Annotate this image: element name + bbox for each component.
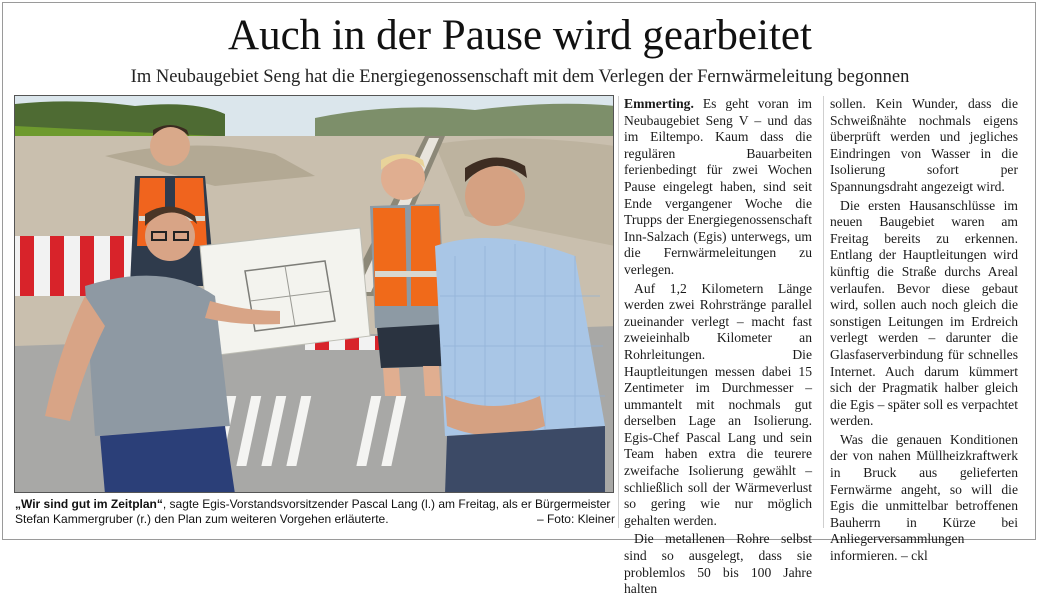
construction-plan: [200, 228, 370, 356]
article-photo: [14, 95, 614, 493]
dateline: Emmerting.: [624, 96, 694, 111]
paragraph-text: Es geht voran im Neubaugebiet Seng V – und das im Eiltempo. Kaum dass die regulären Bauarbeiten ferienbedingt für zwei Wochen Pause eingelegt haben, sind seit Ende vergangener Woche die Trupps der Energiegenossenschaft Inn-Salzach (Egis) unterwegs, um die Fernwärmeleitungen zu verlegen.: [624, 96, 812, 277]
column-divider: [618, 96, 619, 528]
photo-caption: [15, 497, 615, 527]
paragraph: [624, 96, 812, 279]
article-column-2: [830, 96, 1018, 565]
paragraph: Die metallenen Rohre selbst sind so ausgelegt, dass sie problemlos 50 bis 100 Jahre halten: [624, 531, 812, 597]
paragraph: Auf 1,2 Kilometern Länge werden zwei Rohrstränge parallel zueinander verlegt – macht fast zweieinhalb Kilometer an Rohrleitungen. Die Hauptleitungen messen dabei 15 Zentimeter im Durchmesser – ummantelt mit nochmals gut derselben Lage an Isolierung. Egis-Chef Pascal Lang und sein Team haben extra die teurere zweifache Isolierung gewählt – schließlich soll der Wärmeverlust so gering wie nur möglich gehalten werden.: [624, 280, 812, 528]
photo-illustration: [15, 96, 614, 493]
paragraph: Die ersten Hausanschlüsse im neuen Baugebiet waren am Freitag bereits zu erkennen. Entlang der Hauptleitungen wird künftig die Straße durchs Areal verlaufen. Bevor diese gebaut wird, sollen auch noch gleich die sonstigen Leitungen im Erdreich verlegt werden – darunter die Glasfaserverbindung für schnelles Internet. Auch darum kümmert sich der Pragmatik halber gleich die Egis – später soll es verpachtet werden.: [830, 197, 1018, 429]
headline: Auch in der Pause wird gearbeitet: [228, 12, 812, 59]
paragraph: sollen. Kein Wunder, dass die Schweißnähte nochmals eigens überprüft werden und jegliches Eindringen von Wasser in die Isolierung sofort per Spannungsdraht angezeigt wird.: [830, 96, 1018, 194]
subheadline: Im Neubaugebiet Seng hat die Energiegenossenschaft mit dem Verlegen der Fernwärmeleitung begonnen: [130, 67, 910, 87]
article-column-1: [624, 96, 812, 598]
paragraph: Was die genauen Konditionen der von nahen Müllheizkraftwerk in Bruck aus gelieferten Fernwärme angeht, so will die Egis die unmittelbar betroffenen Bauherrn in Kürze bei Anliegerversammlungen informieren. – ckl: [830, 431, 1018, 564]
caption-text: , sagte Egis-Vorstandsvorsitzender Pascal Lang (l.) am Freitag, als er Bürgermeister Stefan Kammergruber (r.) den Plan zum weiteren Vorgehen erläuterte.: [15, 497, 611, 526]
column-divider: [823, 96, 824, 528]
photo-credit: – Foto: Kleiner: [536, 512, 615, 526]
caption-quote: „Wir sind gut im Zeitplan“: [15, 497, 163, 511]
